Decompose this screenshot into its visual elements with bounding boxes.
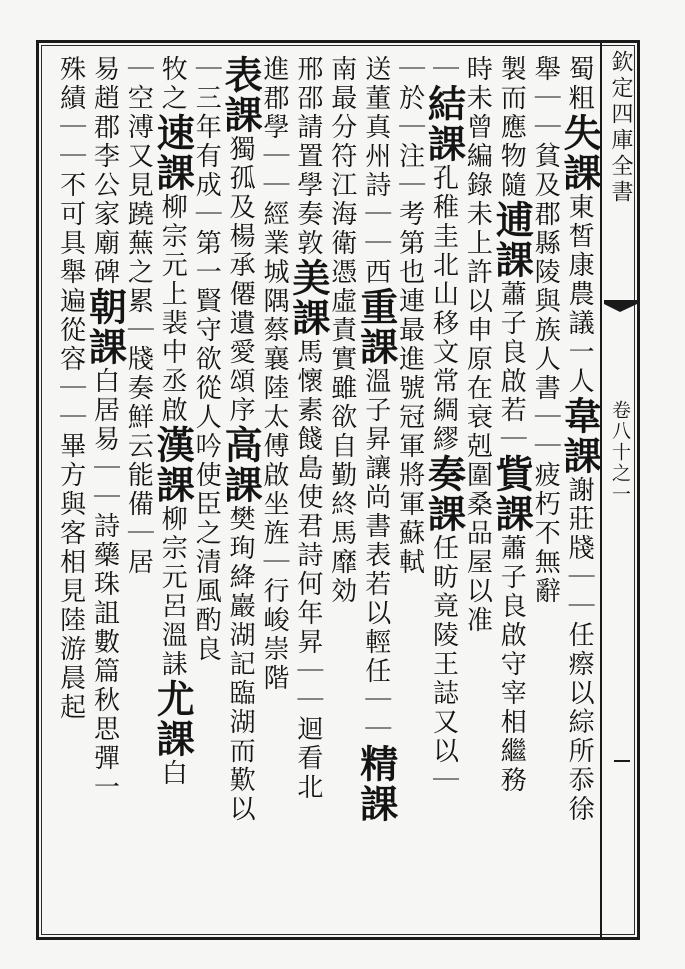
- text-run: 南最分符江海衛: [326, 55, 357, 258]
- text-run: 第一賢守: [191, 229, 222, 345]
- heading-term: 美課: [285, 258, 331, 338]
- text-run: ｜｜: [259, 142, 289, 200]
- text-run: 時未曾編錄: [462, 55, 493, 200]
- text-run: 三年有成: [191, 84, 222, 200]
- text-run: ｜｜: [55, 374, 86, 432]
- text-run: ｜: [496, 425, 527, 454]
- text-column: [47, 55, 95, 930]
- text-run: 謝莊牋: [564, 476, 595, 563]
- text-run: 注: [394, 142, 425, 171]
- text-run: 遍從容: [55, 287, 86, 374]
- text-run: 任瘵以綜所忝徐: [564, 621, 595, 824]
- text-run: ｜: [123, 519, 154, 548]
- heading-term: 失課: [557, 113, 603, 193]
- text-run: 送董真州詩: [360, 55, 391, 200]
- text-run: 行峻崇階: [259, 577, 289, 693]
- text-run: 憑虛責實雖欲自勤終馬靡効: [326, 258, 357, 606]
- text-run: 東皙康農議一人: [564, 193, 595, 396]
- text-run: ｜｜: [89, 454, 120, 512]
- text-run: ｜: [428, 766, 459, 795]
- page-mark: [614, 760, 630, 762]
- heading-term: 貲課: [489, 454, 535, 534]
- text-run: 柳宗元上裴中丞啟: [157, 193, 188, 425]
- text-run: 白: [157, 759, 188, 788]
- text-run: 進郡學: [259, 55, 289, 142]
- text-run: ｜｜: [564, 563, 595, 621]
- text-run: 於: [394, 84, 425, 113]
- text-run: 西: [360, 258, 391, 287]
- book-title: 欽定四庫全書: [608, 50, 633, 206]
- heading-term: 結課: [421, 84, 467, 164]
- text-run: 殊績: [55, 55, 86, 113]
- text-run: 未上許以申原: [462, 200, 493, 374]
- text-run: 畢方與客相見陸游晨起: [55, 432, 86, 722]
- text-run: 樊珣絳巖湖記臨湖而歎以: [225, 505, 256, 824]
- text-run: ｜｜: [530, 403, 561, 461]
- text-run: 邢邵請置學奏敦: [292, 55, 323, 258]
- fishtail-mark: [604, 300, 637, 314]
- text-run: ｜｜: [360, 200, 391, 258]
- text-run: 蕭子良啟若: [496, 280, 527, 425]
- text-run: ｜: [191, 55, 222, 84]
- text-run: 貧及郡縣: [530, 142, 561, 258]
- text-run: 欲從人吟使臣之清風酌良: [191, 345, 222, 664]
- text-run: 城隅蔡襄陸太傅啟坐旌: [259, 258, 289, 548]
- text-run: ｜｜: [292, 657, 323, 715]
- text-run: ｜: [191, 200, 222, 229]
- text-run: 空溥又見蹺蕪之累: [123, 84, 154, 316]
- text-run: 詩藥珠詛數篇秋思彈一: [89, 512, 120, 802]
- text-run: 蜀粗: [564, 55, 595, 113]
- heading-term: 速課: [150, 113, 196, 193]
- text-run: 迴看北: [292, 715, 323, 802]
- heading-term: 尤課: [150, 679, 196, 759]
- text-run: 獨孤及楊承僊遺愛頌序: [225, 135, 256, 425]
- text-run: 陵與族人書: [530, 258, 561, 403]
- heading-term: 重課: [353, 287, 399, 367]
- text-run: ｜: [394, 171, 425, 200]
- text-run: ｜: [394, 55, 425, 84]
- heading-term: 高課: [218, 425, 264, 505]
- text-run: ｜: [123, 55, 154, 84]
- text-run: 任昉竟陵王誌又以: [428, 534, 459, 766]
- text-run: 溫子昇讓尚書表若以輕任: [360, 367, 391, 686]
- heading-term: 奏課: [421, 454, 467, 534]
- text-run: 牧之: [157, 55, 188, 113]
- text-run: 舉: [530, 55, 561, 84]
- text-run: 在衰剋圍桑品屋以准: [462, 374, 493, 635]
- text-run: 白居易: [89, 367, 120, 454]
- text-run: 柳宗元呂溫誄: [157, 505, 188, 679]
- volume-label: 卷八十之一: [609, 400, 631, 505]
- text-run: ｜｜: [530, 84, 561, 142]
- text-run: 易趙郡李公家廟碑: [89, 55, 120, 287]
- text-run: 馬懷素餞島使君詩何年昇: [292, 338, 323, 657]
- heading-term: 逋課: [489, 200, 535, 280]
- text-run: 居: [123, 548, 154, 577]
- heading-term: 漢課: [150, 425, 196, 505]
- heading-term: 表課: [218, 55, 264, 135]
- text-run: ｜: [123, 316, 154, 345]
- text-run: 牋奏鮮云能備: [123, 345, 154, 519]
- text-run: ｜: [259, 548, 289, 577]
- text-run: 蕭子良啟守宰相繼務: [496, 534, 527, 795]
- text-run: 連最進號冠軍將軍蘇軾: [394, 287, 425, 577]
- text-run: ｜｜: [360, 686, 391, 744]
- text-run: 製而應物隨: [496, 55, 527, 200]
- text-run: 疲朽不無辭: [530, 461, 561, 606]
- text-run: ｜: [394, 113, 425, 142]
- heading-term: 精課: [353, 744, 399, 824]
- heading-term: 朝課: [82, 287, 128, 367]
- text-run: ｜: [428, 55, 459, 84]
- text-run: ｜｜: [55, 113, 86, 171]
- text-run: 不可具舉: [55, 171, 86, 287]
- text-run: 孔稚圭北山移文常綢繆: [428, 164, 459, 454]
- text-run: 考第也: [394, 200, 425, 287]
- heading-term: 韋課: [557, 396, 603, 476]
- text-run: 經業: [259, 200, 289, 258]
